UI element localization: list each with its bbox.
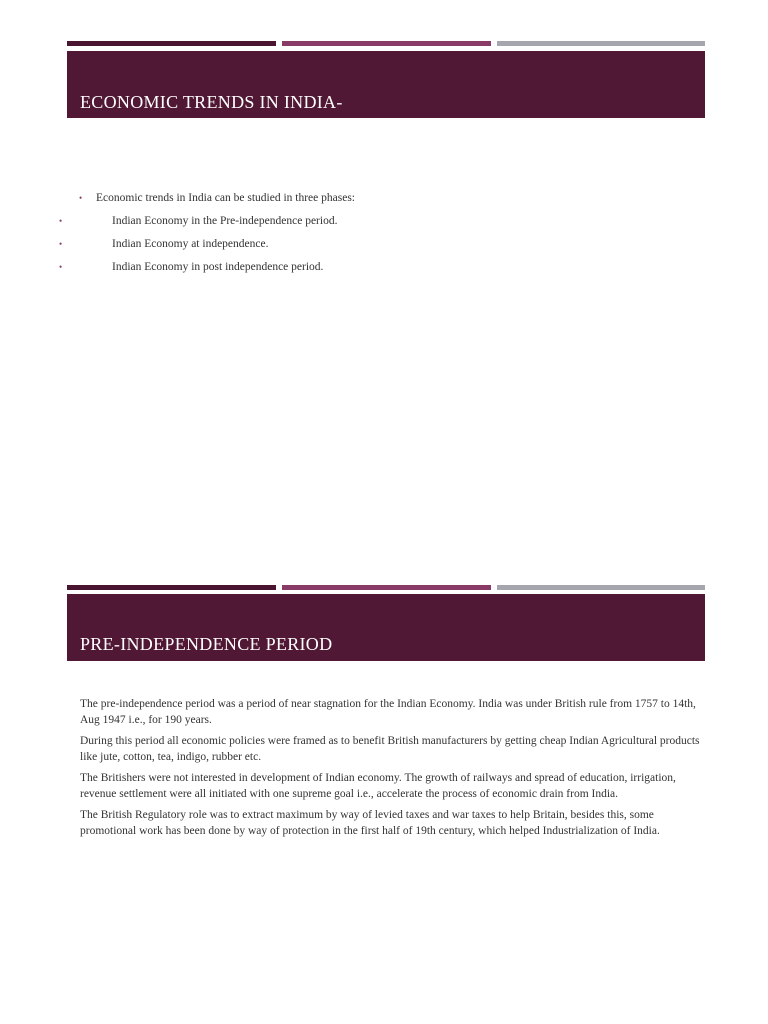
bullet-icon: •	[79, 193, 83, 203]
intro-text: Economic trends in India can be studied in three phases:	[96, 192, 355, 204]
list-item-intro	[0, 190, 768, 213]
accent-bar-dark	[67, 41, 276, 46]
body-text	[80, 697, 706, 845]
bullet-icon: •	[59, 262, 63, 272]
phase-text: Indian Economy in post independence period.	[112, 261, 324, 273]
accent-bar-mid	[282, 41, 491, 46]
accent-bars	[67, 41, 705, 47]
list-item-phase	[0, 259, 768, 282]
bullet-icon: •	[59, 239, 63, 249]
paragraph: The Britishers were not interested in development of Indian economy. The growth of railways and spread of education, irrigation, revenue settlement were all initiated with one supreme goal i.e., accelerate the process of economic drain from India.	[80, 772, 676, 800]
accent-bar-gray	[497, 585, 705, 590]
bullet-icon: •	[59, 216, 63, 226]
accent-bars	[67, 585, 705, 591]
list-item-phase	[0, 236, 768, 259]
phase-text: Indian Economy in the Pre-independence period.	[112, 215, 338, 227]
title-band	[67, 594, 705, 661]
paragraph: The pre-independence period was a period of near stagnation for the Indian Economy. India was under British rule from 1757 to 14th, Aug 1947 i.e., for 190 years.	[80, 698, 696, 726]
slide-title: PRE-INDEPENDENCE PERIOD	[80, 634, 333, 654]
paragraph: During this period all economic policies were framed as to benefit British manufacturers by getting cheap Indian Agricultural products like jute, cotton, tea, indigo, rubber etc.	[80, 735, 700, 763]
title-band	[67, 51, 705, 118]
phase-list	[0, 190, 768, 282]
list-item-phase	[0, 213, 768, 236]
accent-bar-gray	[497, 41, 705, 46]
accent-bar-mid	[282, 585, 491, 590]
phase-text: Indian Economy at independence.	[112, 238, 269, 250]
slide-pre-independence	[0, 543, 768, 1024]
paragraph: The British Regulatory role was to extract maximum by way of levied taxes and war taxes to help Britain, besides this, some promotional work has been done by way of protection in the first half of 19th century, which helped Industrialization of India.	[80, 809, 660, 837]
slide-title: ECONOMIC TRENDS IN INDIA-	[80, 92, 343, 112]
accent-bar-dark	[67, 585, 276, 590]
